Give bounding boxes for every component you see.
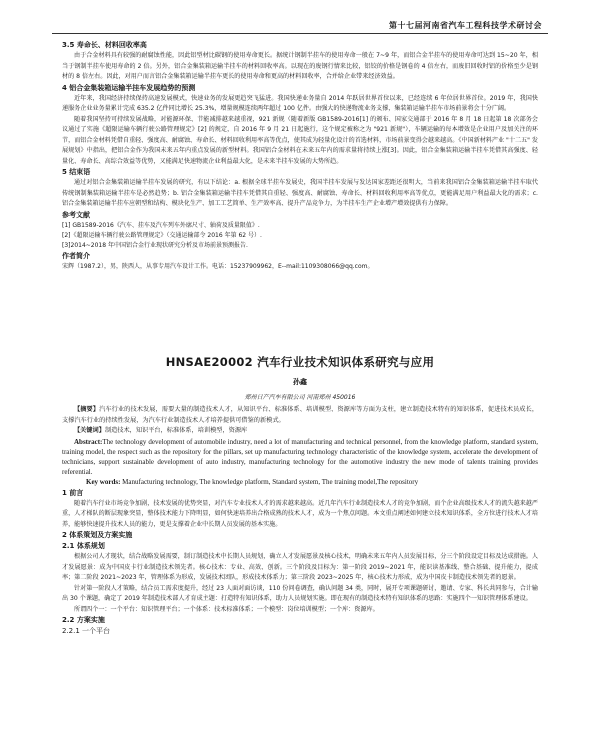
author-info-text: 宋辉（1987.2），男，陕西人，从事专用汽车设计工作。电话：15237909962，E--mail:1109308066@qq.com。 xyxy=(62,262,374,270)
keywords-cn xyxy=(62,426,538,437)
abstract-en-text: The technology development of automobile industry, need a lot of manufacturing and technical personnel, from the knowledge platform, standard system, training model, the respect such as the repository for the pillars, set up manufacturing technology characteristic of the knowledge system, accelerate the development of technicians, support sustainable development of auto industry, manufacturing technology for the automotive industry the new mode of talents training provides referential. xyxy=(62,437,538,477)
keywords-en xyxy=(62,477,538,487)
keywords-en-label: Key words: xyxy=(86,478,121,487)
keywords-en-text: Manufacturing technology, The knowledge platform, Standard system, The training model,The repository xyxy=(122,478,419,487)
abstract-text: 汽车行业的技术发展，需要大量的制造技术人才，从知识平台、标准体系、培训模型、资源库等方面为支柱，建立制造技术特有的知识体系，促进技术员成长，支撑汽车行业的持续性发展，为汽车行业制造技术人才培养提供可借鉴的新模式。 xyxy=(62,406,539,424)
section-3-5-text: 由于合金材料具有较强的耐腐蚀性能，因此铝型材比碳钢的使用寿命更长。据统计钢制半挂车的使用寿命一般在 7~9 年，而铝合金半挂车的使用寿命可达到 15~20 年，相当于钢制半挂车使用寿命的 2 倍。另外，铝合金集装箱运输半挂车的材料回收率高。以现在的废钢行情来比较，铝铰的价格是钢卷的 4 倍左右，而废旧回收时铝的价格至少是钢材的 8 倍左右。因此，对用户而言铝合金集装箱运输半挂车更长的使用寿命和更高的材料回收率，合并给企业带来经济效益。 xyxy=(62,52,538,80)
section-3-5-heading: 3.5 寿命长、材料回收率高 xyxy=(62,41,147,49)
running-head: 第十七届河南省汽车工程科技学术研讨会 xyxy=(389,20,542,30)
section-5-heading: 5 结束语 xyxy=(62,168,91,176)
reference-item: [3]2014~2018 年中国铝合金行业现状研究分析及市场前景预测报告. xyxy=(62,241,248,249)
section-2-2-1-heading: 2.2.1 一个平台 xyxy=(62,627,111,636)
abstract-en-label: Abstract: xyxy=(74,437,103,446)
author-info-heading: 作者简介 xyxy=(62,251,90,260)
section-1-text: 随着汽车行业市场竞争加剧，技术发展的优势突显，对汽车专业技术人才的需求越来越高。近几年汽车行业制造技术人才的竞争加剧，而个企业高级技术人才的流失越来越严重，人才梯队的断层现象突显，整体技术能力下降明显，如何快速培养出合格成熟的技术人才，成为一个焦点问题。本文重点阐述如何建立技术知识体系，全方位进行技术人才培养，能够快速提升技术人员的能力，更是支撑着企业中长期人员发展的基本实施。 xyxy=(62,499,538,528)
references-heading: 参考文献 xyxy=(62,210,90,219)
section-2-1-heading: 2.1 体系规划 xyxy=(62,542,105,551)
section-1-heading: 1 前言 xyxy=(62,488,84,497)
section-2-1-text-3: 所谓四个一：一个平台：知识管理平台；一个体系：技术标准体系；一个模型：岗位培训模型；一个库：资源库。 xyxy=(74,605,379,613)
section-2-heading: 2 体系策划及方案实施 xyxy=(62,531,133,540)
paper-affiliation: 郑州日产汽车有限公司 河南郑州 450016 xyxy=(244,394,356,401)
paper-author: 孙鑫 xyxy=(293,378,307,386)
abstract-cn xyxy=(62,405,538,426)
section-4-heading: 4 铝合金集装箱运输半挂车发展趋势的预测 xyxy=(62,83,196,92)
reference-item: [2]《超限运输车辆行驶公路管理规定》（交通运输部令 2016 年第 62 号）. xyxy=(62,231,262,239)
header-rule xyxy=(52,33,548,34)
paper-title: HNSAE20002 汽车行业技术知识体系研究与应用 xyxy=(165,355,435,369)
reference-item: [1] GB1589-2016《汽车、挂车及汽车列车外廓尺寸、轴荷及质量限值》. xyxy=(62,221,260,229)
previous-paper-body xyxy=(62,40,538,272)
keywords-label: 【关键词】 xyxy=(74,427,105,434)
section-4-paragraph-2: 随着我国坚持可持续发展战略，对能源环保、节能减排越来越重视，921 新规（随着新版 GB1589-2016[1] 的颁布、国家交通部于 2016 年 8 月 18 日起第 18 次部务会议通过了实施《超限运输车辆行驶公路管理规定》[2] 的规定，自 2016 年 9 月 21 日起施行，这个规定被称之为 "921 新规"），车辆运输的每本增效是企业用户及加关注的环节，而铝合金材料凭借自重轻、强度高、耐腐蚀、寿命长、材料回收利用率高等优点，使其成为轻量化设计的首选材料，市场前景变得会越来越高。《中国新材料产业 "十二五" 发展规划》中指出，把铝合金作为我国未来五年内重点发展的新型材料。我国铝合金材料在未来五年内的需求量将持续上涨[3]。因此，铝合金集装箱运输半挂车凭借其高强度、轻量化、寿命长、高综合效益等优势，又能满足快速物流企业利益最大化，是未来半挂车发展的大势所趋。 xyxy=(62,115,538,165)
paper-body xyxy=(62,405,538,637)
section-5-text: 通过对铝合金集装箱运输半挂车发展的研究，有以下结论：a. 根据全球半挂车发展史，我国半挂车发展与发达国家差距还很明大，当前来我国铝合金集装箱运输半挂车取代传统钢制集装箱运输半挂车是必然趋势；b. 铝合金集装箱运输半挂车凭借其自重轻、强度高、耐腐蚀、寿命长、材料回收利用率高等优点，更能满足用户利益最大化的需求；c. 铝合金集装箱运输半挂车应朝型和结构、模块化生产、加工工艺简单、生产效率高、提升产品竞争力，为半挂车生产企业增产增效提供有力保障。 xyxy=(62,179,538,207)
keywords-text: 制造技术，知识平台，标准体系，培训模型，资源库 xyxy=(104,427,248,434)
abstract-en xyxy=(62,437,538,478)
section-4-paragraph-1: 近年来，我国经济持续保持高速发展模式，快速业务的发展更趋突飞猛进。我国快递业务量自 2014 年跃居世界首位以来，已经连续 6 年位居世界首位。2019 年，我国快递服务企业业务量累计完成 635.2 亿件同比增长 25.3%，增量规模连续两年超过 100 亿件。由强大的快递物流业务支撑，集装箱运输半挂车市场前景将会十分广阔。 xyxy=(62,94,538,112)
abstract-label: 【摘要】 xyxy=(74,406,100,413)
section-2-1-text-1: 根据公司人才现状，结合战略发展需要，制订制造技术中长期人员规划，确立人才发展愿景及核心技术，明确未来五年内人员发展目标，分三个阶段设定目标及达成措施。人才发展愿景：成为中国皮卡行业制造技术领先者。核心技术：专业、高效、创新。三个阶段及目标为：第一阶段 2019~2021 年，能识读基准线、整合基础、提升能力，提成率；第二阶段 2021~2023 年，管理体系为形成，发展技术团队，形成技术体系力；第三阶段 2023~2025 年，核心技术力形成，成为中国皮卡制造技术领先者的愿景。 xyxy=(62,553,538,582)
section-2-1-text-2: 针对第一阶段人才策略，结合员工需求度提升，经过 23 人面对面访谈，110 份问卷调查，确认问题 34 类，同时，展开专项课题研讨，邀请、专家、科长共同参与，合计输出 30 个课题，确定了 2019 年制造技术部人才育成主题：打造特有知识体系，助力人员规划实施。即在现有的制造技术特有知识体系的思路：实施四个一知识管理体系建设。 xyxy=(62,584,538,603)
section-2-2-heading: 2.2 方案实施 xyxy=(62,616,105,625)
